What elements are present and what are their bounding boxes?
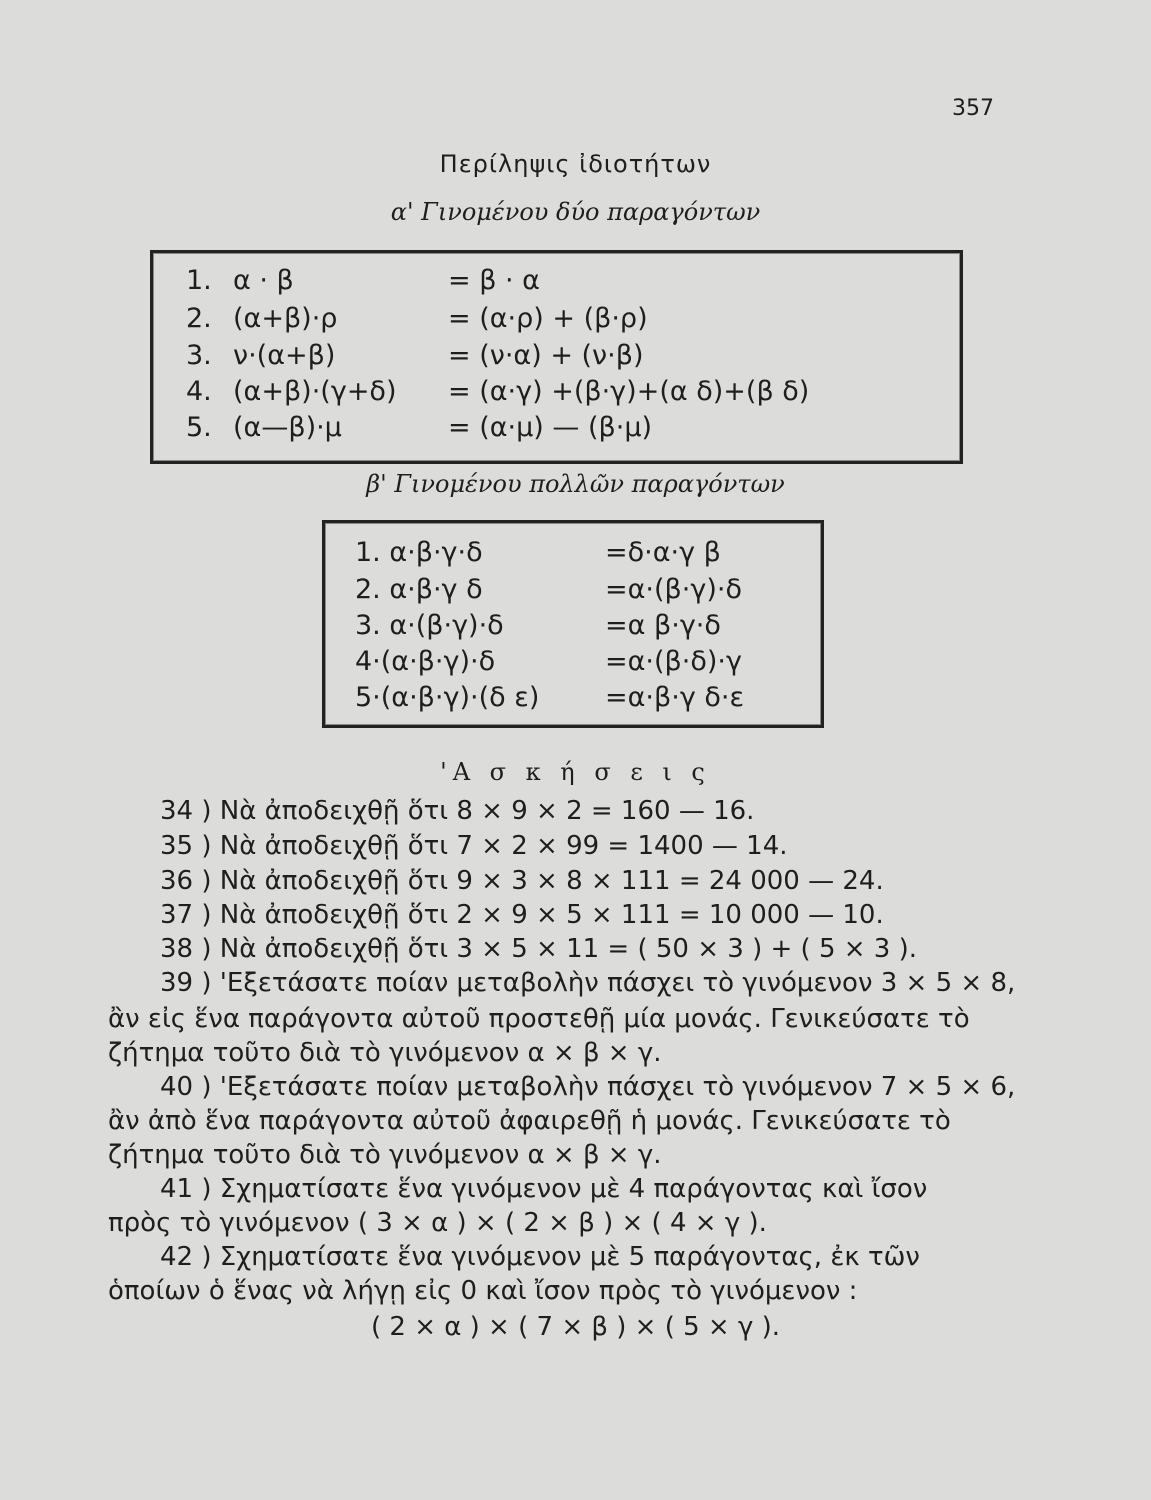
exercises-heading: 'Α σ κ ή σ ε ι ς	[440, 758, 711, 786]
exercise-41-line-1: 41 ) Σχηματίσατε ἕνα γινόμενον μὲ 4 παράγοντας καὶ ἴσον	[160, 1174, 928, 1204]
row-rhs: =α·(β·γ)·δ	[605, 574, 742, 605]
exercise-40-line-2: ἂν ἀπὸ ἕνα παράγοντα αὐτοῦ ἀφαιρεθῇ ἡ μονάς. Γενικεύσατε τὸ	[108, 1106, 951, 1136]
row-rhs: =α·(β·δ)·γ	[605, 646, 742, 677]
exercise-38: 38 ) Νὰ ἀποδειχθῇ ὅτι 3 × 5 × 11 = ( 50 × 3 ) + ( 5 × 3 ).	[160, 934, 918, 964]
exercise-40-line-3: ζήτημα τοῦτο διὰ τὸ γινόμενον α × β × γ.	[108, 1140, 662, 1170]
row-rhs: = (α·ρ) + (β·ρ)	[448, 303, 648, 334]
exercise-42-line-3: ( 2 × α ) × ( 7 × β ) × ( 5 × γ ).	[370, 1312, 781, 1342]
exercise-34: 34 ) Νὰ ἀποδειχθῇ ὅτι 8 × 9 × 2 = 160 — 16.	[160, 796, 755, 826]
row-rhs: = β · α	[448, 265, 540, 296]
table-a-subtitle: α' Γινομένου δύο παραγόντων	[390, 198, 761, 226]
row-rhs: = (ν·α) + (ν·β)	[448, 340, 644, 371]
row-lhs: α · β	[233, 265, 294, 296]
exercise-39-line-3: ζήτημα τοῦτο διὰ τὸ γινόμενον α × β × γ.	[108, 1038, 662, 1068]
row-lhs: 5·(α·β·γ)·(δ ε)	[355, 682, 540, 713]
row-rhs: =α β·γ·δ	[605, 610, 721, 641]
row-number: 1.	[186, 265, 212, 296]
row-rhs: =α·β·γ δ·ε	[605, 682, 745, 713]
row-number: 3.	[186, 340, 212, 371]
exercise-41-line-2: πρὸς τὸ γινόμενον ( 3 × α ) × ( 2 × β ) × ( 4 × γ ).	[108, 1208, 767, 1238]
row-lhs: 4·(α·β·γ)·δ	[355, 646, 496, 677]
table-b-subtitle: β' Γινομένου πολλῶν παραγόντων	[366, 470, 785, 498]
row-rhs: = (α·μ) — (β·μ)	[448, 412, 653, 443]
row-rhs: =δ·α·γ β	[605, 537, 721, 568]
section-title: Περίληψις ἰδιοτήτων	[439, 150, 712, 178]
row-number: 4.	[186, 376, 212, 407]
row-lhs: 3. α·(β·γ)·δ	[355, 610, 504, 641]
exercise-36: 36 ) Νὰ ἀποδειχθῇ ὅτι 9 × 3 × 8 × 111 = 24 000 — 24.	[160, 866, 884, 896]
exercise-35: 35 ) Νὰ ἀποδειχθῇ ὅτι 7 × 2 × 99 = 1400 — 14.	[160, 831, 788, 861]
row-lhs: ν·(α+β)	[233, 340, 336, 371]
exercise-42-line-1: 42 ) Σχηματίσατε ἕνα γινόμενον μὲ 5 παράγοντας, ἐκ τῶν	[160, 1242, 920, 1272]
exercise-42-line-2: ὁποίων ὁ ἕνας νὰ λήγῃ εἰς 0 καὶ ἴσον πρὸς τὸ γινόμενον :	[108, 1276, 858, 1306]
table-a-box	[150, 250, 963, 464]
table-b-box	[322, 520, 824, 728]
row-lhs: 1. α·β·γ·δ	[355, 537, 483, 568]
row-lhs: 2. α·β·γ δ	[355, 574, 483, 605]
row-lhs: (α—β)·μ	[233, 412, 342, 443]
exercise-40-line-1: 40 ) 'Εξετάσατε ποίαν μεταβολὴν πάσχει τὸ γινόμενον 7 × 5 × 6,	[160, 1072, 1016, 1102]
exercise-39-line-1: 39 ) 'Εξετάσατε ποίαν μεταβολὴν πάσχει τὸ γινόμενον 3 × 5 × 8,	[160, 968, 1016, 998]
row-lhs: (α+β)·ρ	[233, 303, 338, 334]
row-number: 2.	[186, 303, 212, 334]
page-number: 357	[952, 96, 994, 121]
row-rhs: = (α·γ) +(β·γ)+(α δ)+(β δ)	[448, 376, 810, 407]
exercise-37: 37 ) Νὰ ἀποδειχθῇ ὅτι 2 × 9 × 5 × 111 = 10 000 — 10.	[160, 900, 884, 930]
row-lhs: (α+β)·(γ+δ)	[233, 376, 397, 407]
row-number: 5.	[186, 412, 212, 443]
exercise-39-line-2: ἂν εἰς ἕνα παράγοντα αὐτοῦ προστεθῇ μία μονάς. Γενικεύσατε τὸ	[108, 1004, 970, 1034]
